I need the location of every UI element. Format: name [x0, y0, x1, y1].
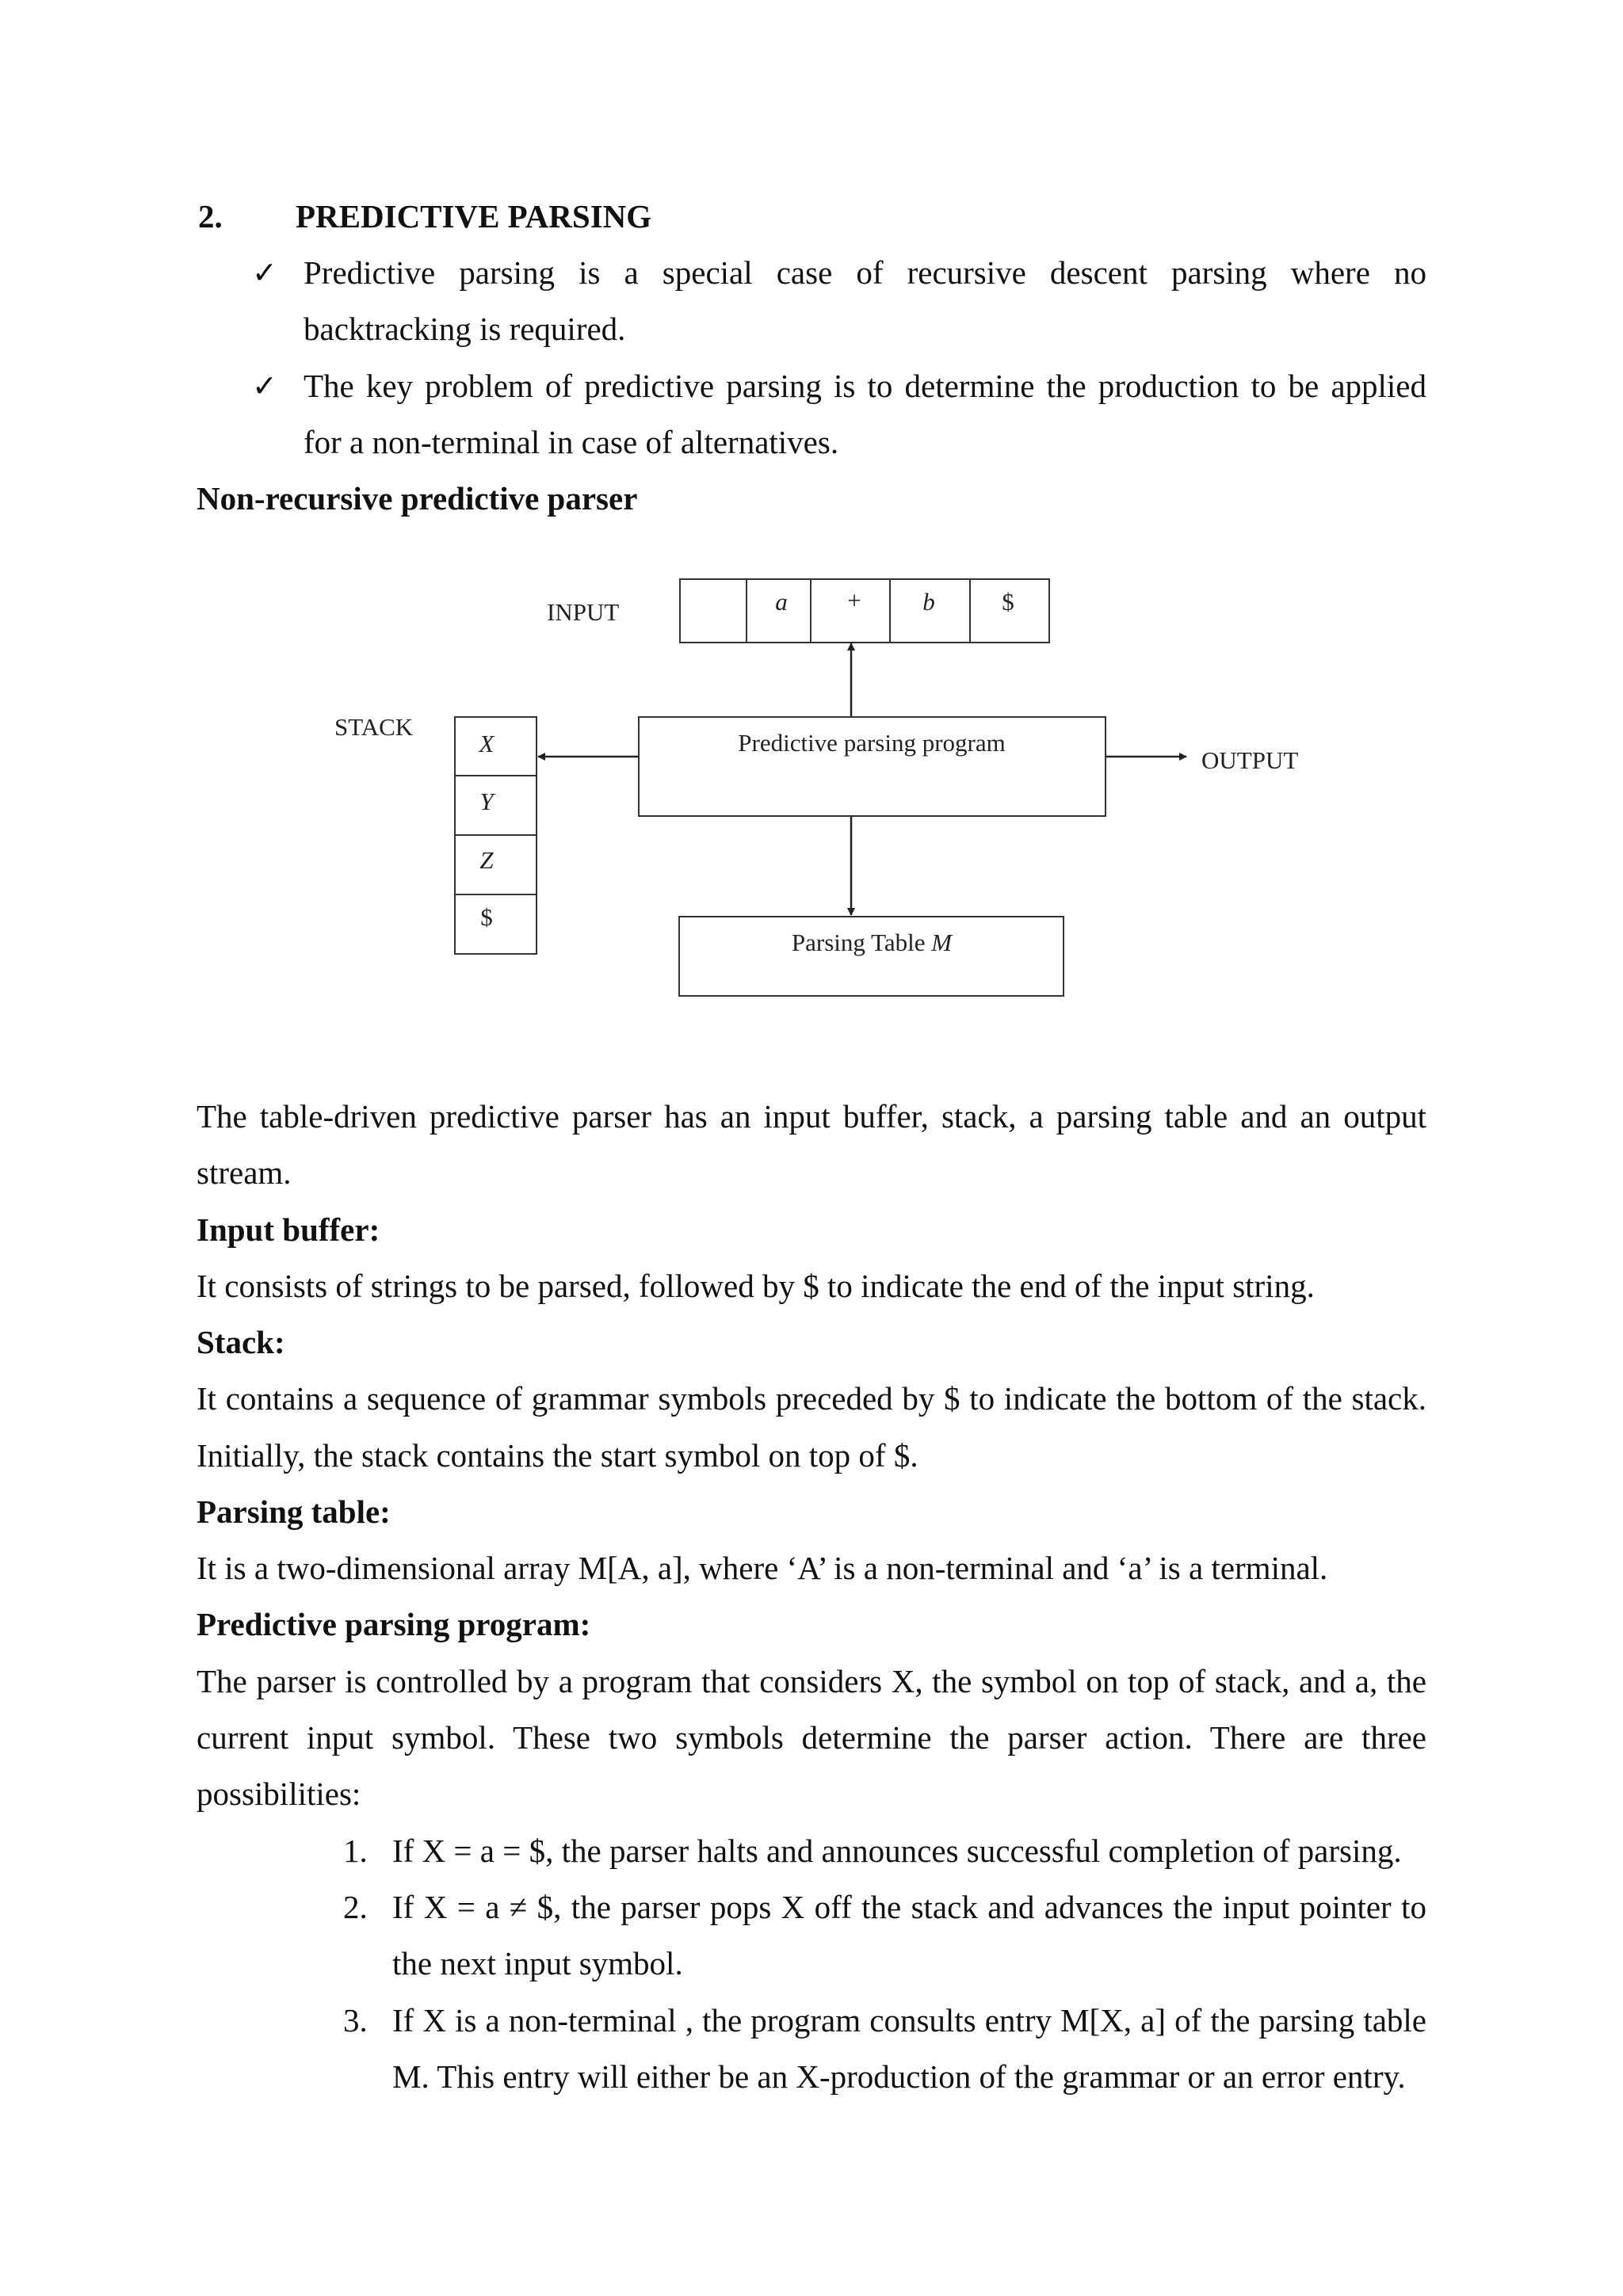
input-cell: b: [922, 588, 935, 616]
section-title: PREDICTIVE PARSING: [296, 198, 652, 235]
parsing-table-text: It is a two-dimensional array M[A, a], where ‘A’ is a non-terminal and ‘a’ is a terminal.: [197, 1550, 1328, 1586]
table-label: Parsing Table M: [791, 929, 953, 956]
list-item-3-line-1: If X is a non-terminal , the program consults entry M[X, a] of the parsing table: [392, 2002, 1426, 2039]
stack: [455, 717, 537, 954]
list-item-3-line-2: M. This entry will either be an X-production of the grammar or an error entry.: [392, 2058, 1406, 2095]
parsing-table-title: Parsing table:: [197, 1493, 391, 1530]
stack-cell: Y: [479, 788, 494, 815]
program-title: Predictive parsing program:: [197, 1606, 591, 1642]
program-text-line-2: current input symbol. These two symbols determine the parser action. There are three: [197, 1719, 1426, 1756]
checkmark-icon: ✓: [252, 368, 277, 403]
program-text-line-3: possibilities:: [197, 1775, 361, 1812]
stack-text-line-1: It contains a sequence of grammar symbols preceded by $ to indicate the bottom of the stack.: [197, 1380, 1426, 1417]
input-cell: a: [775, 588, 788, 616]
stack-cell: Z: [479, 846, 494, 874]
intro-line-2: stream.: [197, 1154, 292, 1191]
intro-line-1: The table-driven predictive parser has an input buffer, stack, a parsing table and an output: [197, 1098, 1426, 1135]
stack-cell: X: [479, 730, 495, 757]
bullet-2-line-1: The key problem of predictive parsing is to determine the production to be applied: [304, 368, 1426, 404]
input-buffer-text: It consists of strings to be parsed, followed by $ to indicate the end of the input string.: [197, 1268, 1315, 1304]
list-item-2-line-1: If X = a ≠ $, the parser pops X off the stack and advances the input pointer to: [392, 1889, 1426, 1925]
program-label: Predictive parsing program: [738, 729, 1006, 757]
output-label: OUTPUT: [1201, 746, 1299, 774]
list-item-1-line-1: If X = a = $, the parser halts and announces successful completion of parsing.: [392, 1833, 1402, 1869]
input-tape: [680, 579, 1049, 643]
input-cell: +: [847, 586, 861, 614]
list-item-2-line-2: the next input symbol.: [392, 1945, 683, 1981]
stack-title: Stack:: [197, 1324, 285, 1360]
stack-cell: $: [480, 903, 493, 931]
subheading: Non-recursive predictive parser: [197, 480, 638, 517]
bullet-2-line-2: for a non-terminal in case of alternatives.: [304, 424, 839, 460]
list-number: 1.: [343, 1833, 368, 1869]
list-number: 2.: [343, 1889, 368, 1925]
stack-label: STACK: [334, 713, 414, 741]
input-buffer-title: Input buffer:: [197, 1211, 380, 1248]
input-label: INPUT: [547, 598, 620, 626]
stack-text-line-2: Initially, the stack contains the start symbol on top of $.: [197, 1437, 918, 1474]
bullet-1-line-2: backtracking is required.: [304, 311, 626, 347]
bullet-1-line-1: Predictive parsing is a special case of recursive descent parsing where no: [304, 254, 1426, 291]
input-cell: $: [1002, 588, 1014, 616]
list-number: 3.: [343, 2002, 368, 2039]
section-number: 2.: [198, 198, 223, 235]
program-text-line-1: The parser is controlled by a program that considers X, the symbol on top of stack, and a, the: [197, 1663, 1426, 1699]
checkmark-icon: ✓: [252, 255, 277, 290]
